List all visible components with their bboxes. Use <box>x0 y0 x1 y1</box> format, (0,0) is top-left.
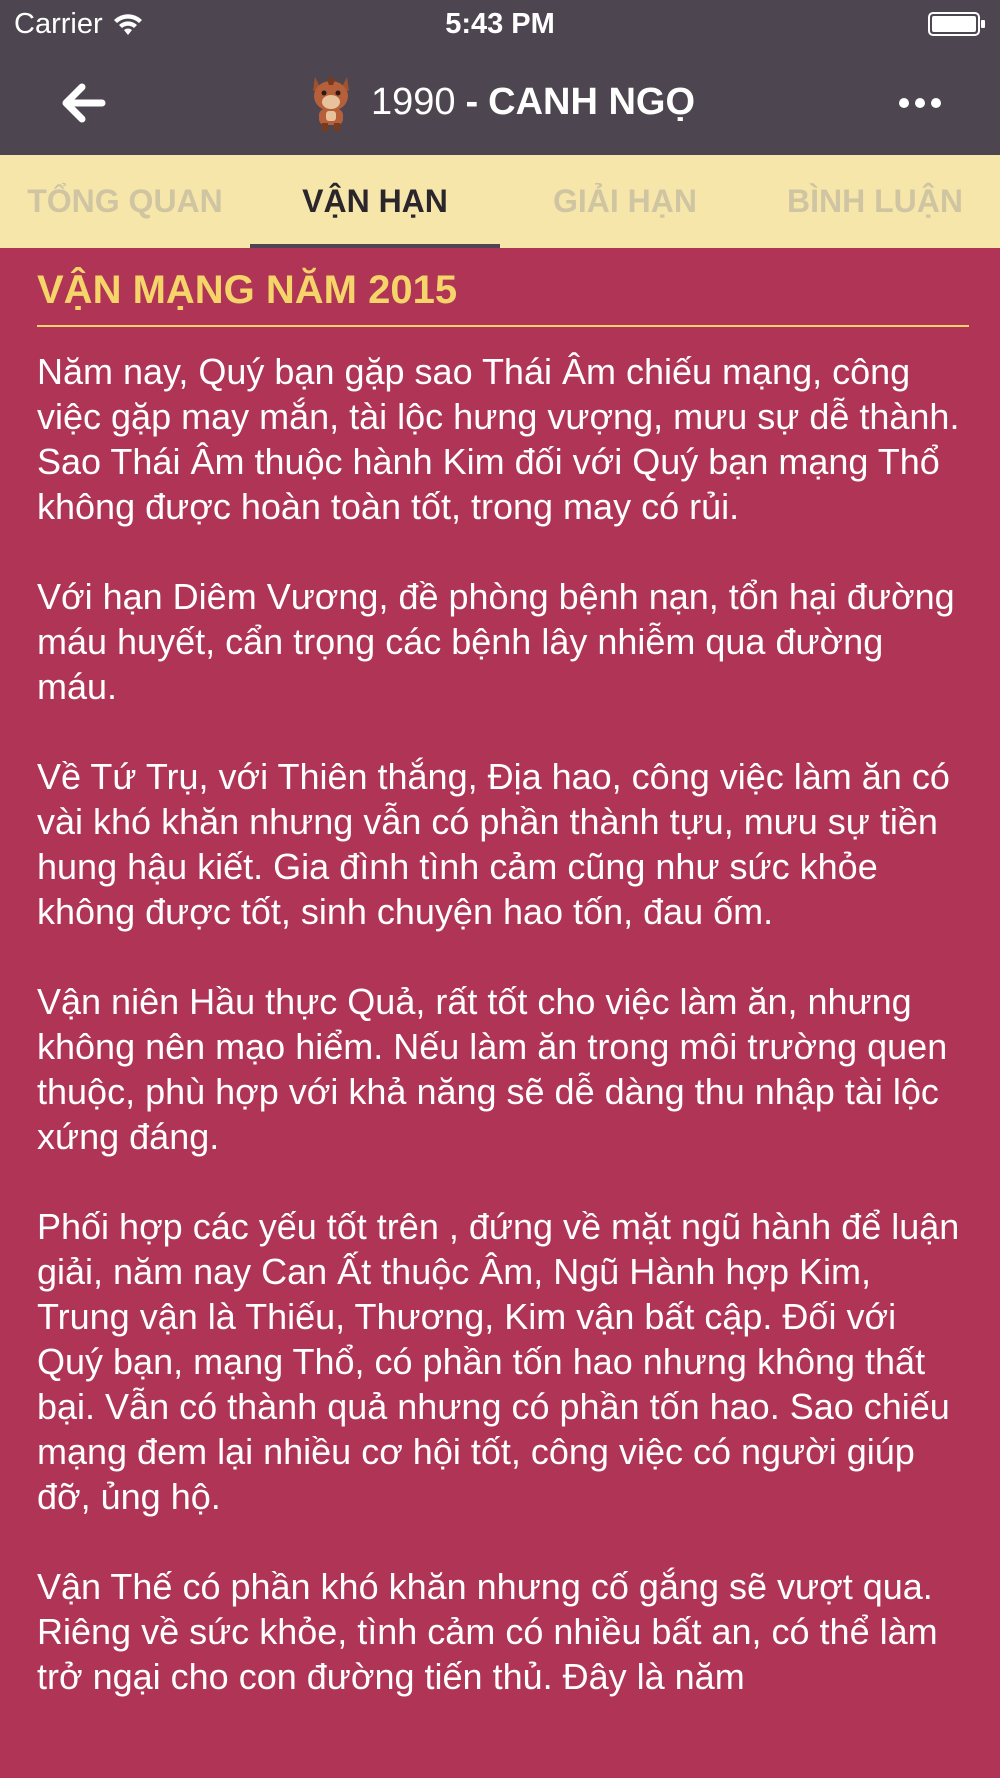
title-year: 1990 <box>370 80 456 123</box>
tab-giai-han[interactable]: GIẢI HẠN <box>553 183 697 219</box>
tab-tong-quan[interactable]: TỔNG QUAN <box>27 183 223 219</box>
horse-icon <box>305 71 357 133</box>
paragraph: Phối hợp các yếu tốt trên , đứng về mặt ngũ hành để luận giải, năm nay Can Ất thuộc Âm, Ngũ Hành hợp Kim, Trung vận là Thiếu, Thương, Kim vận bất cập. Đối với Quý bạn, mạng Thổ, có phần tốn hao nhưng không thất bại. Vẫn có thành quả nhưng có phần tốn hao. Sao chiếu mạng đem lại nhiều cơ hội tốt, công việc có người giúp đỡ, ủng hộ. <box>37 1206 960 1517</box>
paragraph: Với hạn Diêm Vương, đề phòng bệnh nạn, tổn hại đường máu huyết, cẩn trọng các bệnh lây nhiễm qua đường máu. <box>37 576 955 707</box>
paragraph: Vận Thế có phần khó khăn nhưng cố gắng sẽ vượt qua. Riêng về sức khỏe, tình cảm có nhiều bất an, có thể làm trở ngại cho con đường tiến thủ. Đây là năm <box>37 1566 938 1697</box>
more-icon <box>890 78 950 128</box>
paragraph: Vận niên Hầu thực Quả, rất tốt cho việc làm ăn, nhưng không nên mạo hiểm. Nếu làm ăn trong môi trường quen thuộc, phù hợp với khả năng sẽ dễ dàng thu nhập tài lộc xứng đáng. <box>37 981 948 1157</box>
section-title: VẬN MẠNG NĂM 2015 <box>37 268 458 312</box>
more-button[interactable] <box>890 78 950 128</box>
paragraph: Về Tứ Trụ, với Thiên thắng, Địa hao, công việc làm ăn có vài khó khăn nhưng vẫn có phần thành tựu, mưu sự tiền hung hậu kiết. Gia đình tình cảm cũng như sức khỏe không được tốt, sinh chuyện hao tốn, đau ốm. <box>37 756 950 932</box>
section-divider <box>37 325 969 327</box>
page-title <box>0 72 1000 132</box>
tab-binh-luan[interactable]: BÌNH LUẬN <box>787 183 963 219</box>
tab-bar <box>0 155 1000 248</box>
carrier-label: Carrier <box>14 8 103 40</box>
title-separator: - <box>465 80 479 123</box>
paragraph: Năm nay, Quý bạn gặp sao Thái Âm chiếu mạng, công việc gặp may mắn, tài lộc hưng vượng, mưu sự dễ thành. Sao Thái Âm thuộc hành Kim đối với Quý bạn mạng Thổ không được hoàn toàn tốt, trong may có rủi. <box>37 351 960 527</box>
tab-van-han[interactable]: VẬN HẠN <box>250 155 500 248</box>
title-name: CANH NGỌ <box>488 80 696 123</box>
status-time: 5:43 PM <box>445 8 555 40</box>
status-bar <box>0 0 1000 50</box>
content-area <box>37 248 969 1699</box>
nav-bar <box>0 50 1000 155</box>
battery-icon <box>928 12 986 36</box>
